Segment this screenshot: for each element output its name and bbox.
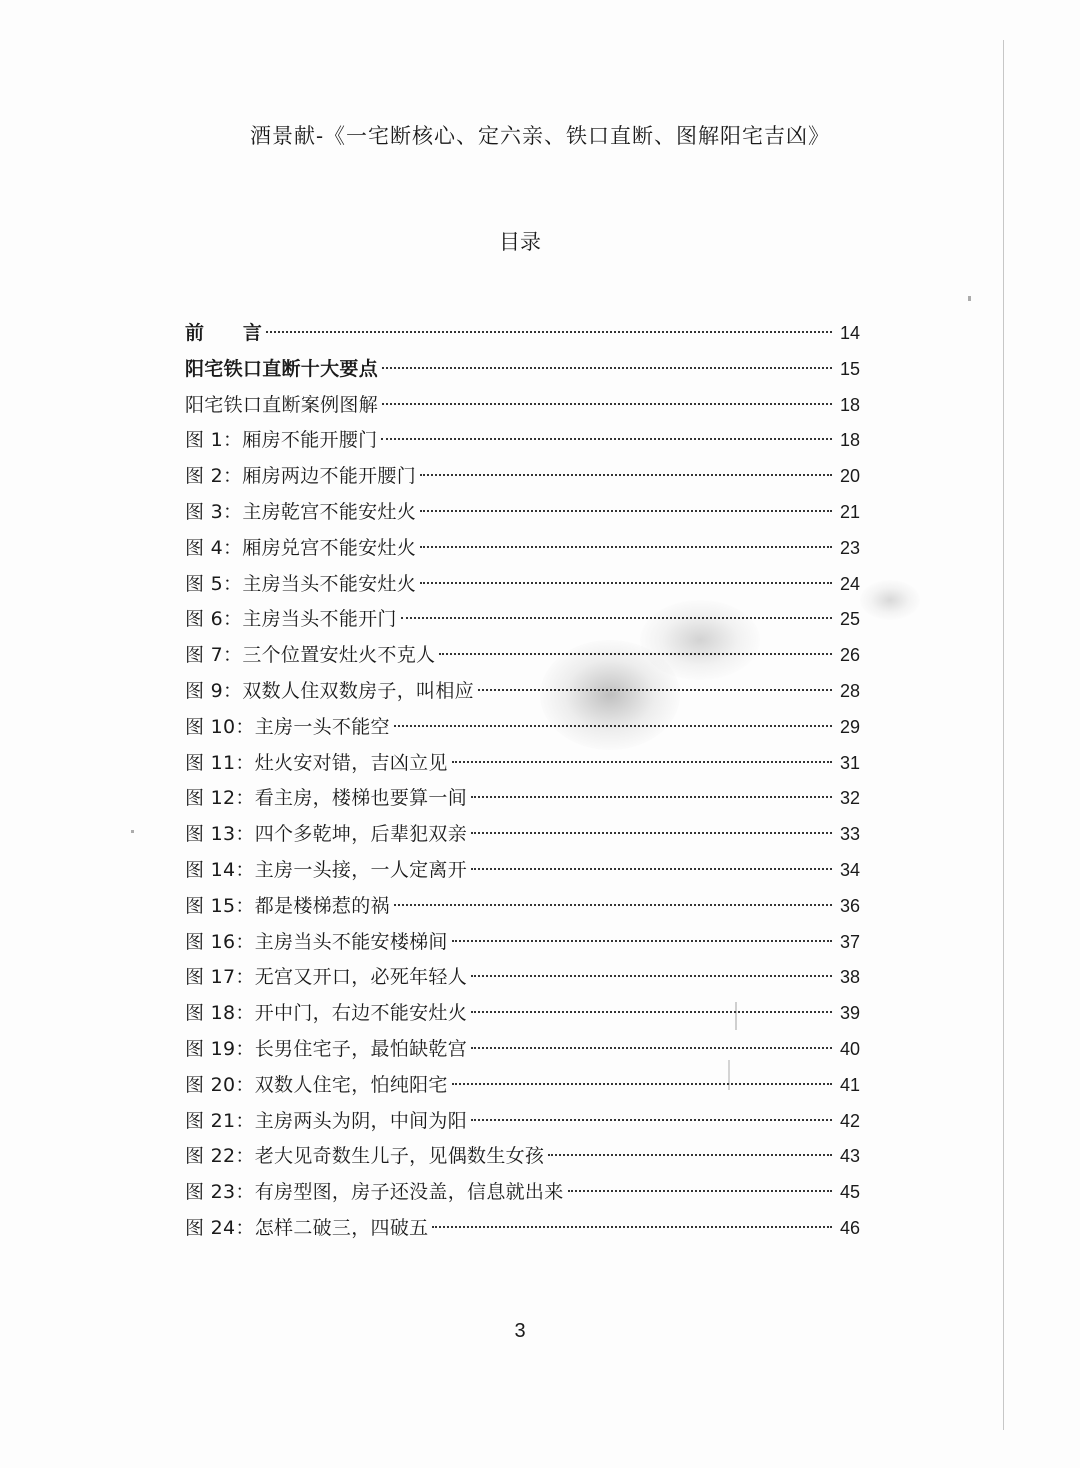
toc-entry	[185, 1032, 860, 1068]
toc-dot-leader	[568, 1190, 832, 1192]
scan-speck	[131, 830, 134, 833]
toc-entry-page: 45	[839, 1182, 860, 1203]
toc-dot-leader	[471, 1011, 832, 1013]
toc-entry-label: 图 24：怎样二破三，四破五	[185, 1216, 429, 1239]
scan-speck	[968, 296, 971, 301]
toc-entry-page: 25	[839, 609, 860, 630]
toc-entry-page: 23	[839, 537, 860, 558]
toc-entry-page: 18	[839, 430, 860, 451]
toc-dot-leader	[471, 832, 832, 834]
toc-dot-leader	[471, 1047, 832, 1049]
toc-dot-leader	[471, 1119, 832, 1121]
toc-entry-label: 图 10：主房一头不能空	[185, 715, 390, 738]
toc-entry	[185, 781, 860, 817]
toc-entry	[185, 531, 860, 567]
toc-entry-page: 46	[839, 1217, 860, 1238]
toc-dot-leader	[420, 582, 832, 584]
toc-entry	[185, 1068, 860, 1104]
toc-entry-page: 41	[839, 1074, 860, 1095]
toc-entry	[185, 1175, 860, 1211]
toc-heading: 目录	[499, 230, 541, 254]
toc-dot-leader	[401, 617, 832, 619]
toc-entry-page: 29	[839, 716, 860, 737]
toc-entry-page: 24	[839, 573, 860, 594]
toc-entry	[185, 1139, 860, 1175]
toc-entry	[185, 316, 860, 352]
toc-entry-label: 图 11：灶火安对错，吉凶立见	[185, 751, 448, 774]
toc-entry-page: 14	[839, 323, 860, 343]
toc-entry-label: 图 7：三个位置安灶火不克人	[185, 644, 436, 667]
toc-dot-leader	[478, 689, 832, 691]
toc-dot-leader	[420, 510, 832, 512]
toc-entry-label: 图 17：无宫又开口，必死年轻人	[185, 966, 468, 989]
toc-dot-leader	[266, 331, 832, 333]
toc-entry-page: 18	[839, 394, 860, 415]
toc-entry-label: 图 19：长男住宅子，最怕缺乾宫	[185, 1037, 468, 1060]
toc-entry-page: 42	[839, 1110, 860, 1131]
toc-entry-page: 26	[839, 645, 860, 666]
page-number: 3	[514, 1320, 526, 1342]
toc-entry	[185, 746, 860, 782]
toc-entry	[185, 423, 860, 459]
toc-entry-label: 图 9：双数人住双数房子，叫相应	[185, 679, 474, 702]
document-title: 酒景献-《一宅断核心、定六亲、铁口直断、图解阳宅吉凶》	[249, 124, 831, 148]
toc-dot-leader	[394, 725, 832, 727]
toc-entry	[185, 638, 860, 674]
toc-dot-leader	[471, 975, 832, 977]
toc-entry	[185, 352, 860, 388]
scan-smudge	[860, 580, 920, 620]
toc-entry-label: 图 6：主房当头不能开门	[185, 608, 397, 631]
toc-dot-leader	[452, 940, 832, 942]
toc-entry-label: 图 22：老大见奇数生儿子，见偶数生女孩	[185, 1145, 545, 1168]
toc-entry-label: 图 14：主房一头接，一人定离开	[185, 858, 468, 881]
toc-dot-leader	[420, 474, 832, 476]
toc-entry	[185, 602, 860, 638]
toc-entry-label: 图 3：主房乾宫不能安灶火	[185, 500, 417, 523]
toc-entry	[185, 996, 860, 1032]
toc-entry-page: 31	[839, 752, 860, 773]
toc-dot-leader	[432, 1226, 832, 1228]
toc-entry	[185, 925, 860, 961]
toc-entry-page: 20	[839, 466, 860, 487]
toc-entry	[185, 1104, 860, 1140]
toc-entry-page: 28	[839, 680, 860, 701]
toc-entry-label: 图 20：双数人住宅，怕纯阳宅	[185, 1073, 448, 1096]
table-of-contents	[185, 316, 860, 1247]
toc-entry	[185, 1211, 860, 1247]
toc-entry-label: 图 5：主房当头不能安灶火	[185, 572, 417, 595]
toc-entry	[185, 710, 860, 746]
toc-entry	[185, 889, 860, 925]
toc-entry-label: 图 1：厢房不能开腰门	[185, 429, 378, 452]
toc-entry-label: 图 18：开中门，右边不能安灶火	[185, 1002, 468, 1025]
toc-entry	[185, 495, 860, 531]
toc-entry	[185, 853, 860, 889]
toc-entry-page: 34	[839, 859, 860, 880]
toc-entry-page: 39	[839, 1003, 860, 1024]
toc-entry-page: 21	[839, 501, 860, 522]
toc-entry-page: 38	[839, 967, 860, 988]
toc-entry	[185, 674, 860, 710]
toc-dot-leader	[420, 546, 832, 548]
toc-entry-label: 图 13：四个多乾坤，后辈犯双亲	[185, 823, 468, 846]
toc-entry-label: 前 言	[185, 322, 263, 344]
toc-dot-leader	[452, 1083, 832, 1085]
toc-entry-page: 37	[839, 931, 860, 952]
toc-dot-leader	[382, 367, 832, 369]
toc-entry-page: 36	[839, 895, 860, 916]
toc-dot-leader	[452, 761, 832, 763]
toc-entry	[185, 817, 860, 853]
toc-dot-leader	[394, 904, 832, 906]
toc-entry-page: 32	[839, 788, 860, 809]
toc-dot-leader	[381, 438, 832, 440]
toc-entry-label: 图 15：都是楼梯惹的祸	[185, 894, 390, 917]
toc-entry	[185, 567, 860, 603]
toc-dot-leader	[439, 653, 832, 655]
toc-entry-label: 图 16：主房当头不能安楼梯间	[185, 930, 448, 953]
toc-entry-label: 阳宅铁口直断十大要点	[185, 357, 379, 380]
toc-entry-label: 阳宅铁口直断案例图解	[185, 393, 379, 416]
toc-entry-label: 图 2：厢房两边不能开腰门	[185, 465, 417, 488]
toc-entry-label: 图 23：有房型图，房子还没盖，信息就出来	[185, 1181, 564, 1204]
toc-entry	[185, 388, 860, 424]
toc-entry-page: 33	[839, 824, 860, 845]
toc-entry-page: 40	[839, 1038, 860, 1059]
toc-entry	[185, 459, 860, 495]
toc-entry-label: 图 21：主房两头为阴，中间为阳	[185, 1109, 468, 1132]
toc-entry	[185, 960, 860, 996]
toc-dot-leader	[471, 796, 832, 798]
toc-entry-label: 图 12：看主房，楼梯也要算一间	[185, 787, 468, 810]
toc-entry-page: 15	[839, 358, 860, 379]
toc-dot-leader	[471, 868, 832, 870]
toc-entry-label: 图 4：厢房兑宫不能安灶火	[185, 536, 417, 559]
toc-entry-page: 43	[839, 1146, 860, 1167]
toc-dot-leader	[382, 403, 832, 405]
toc-dot-leader	[548, 1154, 832, 1156]
